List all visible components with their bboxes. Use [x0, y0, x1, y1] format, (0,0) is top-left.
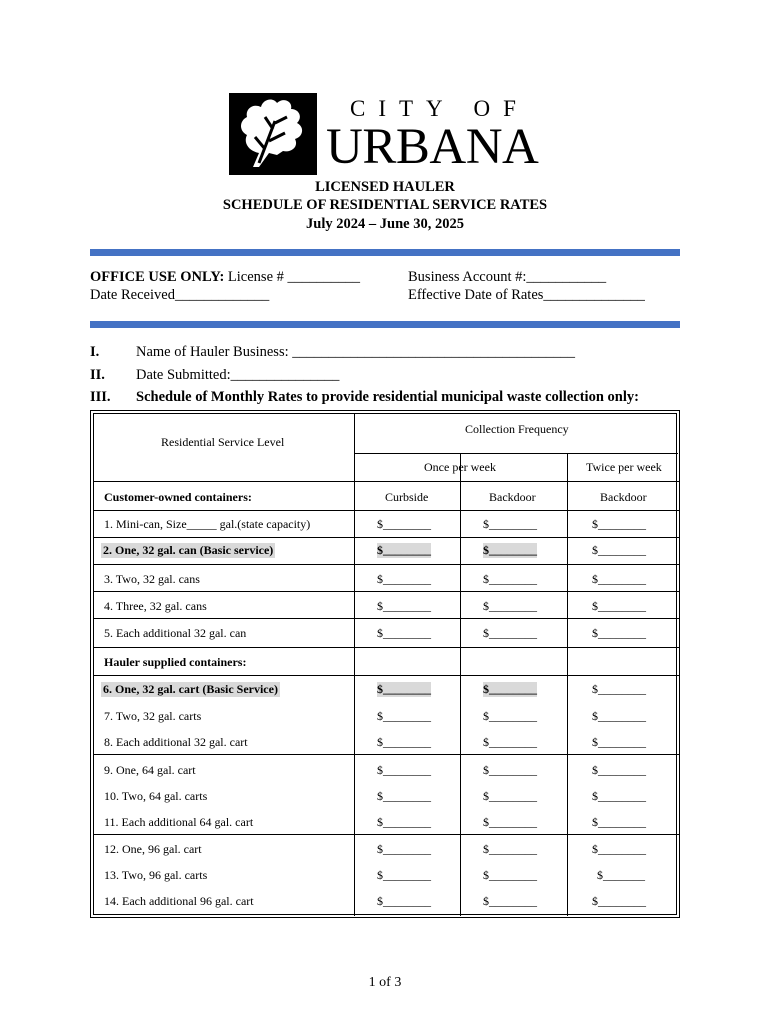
rate-input[interactable]: $________: [377, 572, 431, 586]
rate-input[interactable]: $________: [377, 763, 431, 777]
col-divider: [567, 453, 568, 916]
rate-input[interactable]: $________: [377, 543, 431, 557]
row-label: 5. Each additional 32 gal. can: [104, 626, 247, 640]
row-label: 1. Mini-can, Size_____ gal.(state capacity): [104, 517, 311, 531]
row-divider: [93, 834, 679, 835]
page-number: 1 of 3: [368, 975, 402, 990]
rate-input[interactable]: $________: [377, 709, 431, 723]
row-divider: [93, 647, 679, 648]
effective-date-field: Effective Date of Rates______________: [408, 287, 645, 303]
customer-owned-label: Customer-owned containers:: [104, 490, 252, 504]
header-twice-per-week: Twice per week: [586, 460, 662, 474]
row-divider: [93, 510, 679, 511]
row-divider: [93, 481, 679, 482]
row-divider: [93, 618, 679, 619]
date-submitted-field: Date Submitted:_______________: [136, 367, 340, 383]
row-divider: [93, 591, 679, 592]
logo-city-text: CITY OF: [350, 96, 529, 121]
rate-input[interactable]: $________: [483, 626, 537, 640]
rate-input[interactable]: $_______: [597, 868, 645, 882]
doc-date-range: July 2024 – June 30, 2025: [306, 216, 464, 232]
col-backdoor-twice: Backdoor: [600, 490, 647, 504]
row-label: 9. One, 64 gal. cart: [104, 763, 196, 777]
rate-input[interactable]: $________: [483, 599, 537, 613]
license-field: License # __________: [227, 269, 361, 285]
rate-input[interactable]: $________: [483, 868, 537, 882]
rate-input[interactable]: $________: [592, 709, 646, 723]
col-divider: [354, 414, 355, 916]
logo-urbana-text: URBANA: [326, 119, 539, 175]
section-number: II.: [90, 367, 105, 383]
row-label: 2. One, 32 gal. can (Basic service): [103, 543, 274, 557]
office-use-line1: [90, 269, 360, 286]
rate-input[interactable]: $________: [592, 517, 646, 531]
office-use-label: OFFICE USE ONLY:: [90, 269, 225, 285]
row-label: 12. One, 96 gal. cart: [104, 842, 202, 856]
row-divider: [93, 537, 679, 538]
row-divider: [93, 675, 679, 676]
row-label: 10. Two, 64 gal. carts: [104, 789, 208, 803]
divider-bar-top: [90, 249, 680, 256]
rate-input[interactable]: $________: [483, 709, 537, 723]
row-label: 13. Two, 96 gal. carts: [104, 868, 208, 882]
rate-input[interactable]: $________: [592, 842, 646, 856]
rate-input[interactable]: $________: [483, 789, 537, 803]
rate-input[interactable]: $________: [592, 815, 646, 829]
row-label: 4. Three, 32 gal. cans: [104, 599, 207, 613]
rate-input[interactable]: $________: [377, 815, 431, 829]
row-label: 3. Two, 32 gal. cans: [104, 572, 200, 586]
business-account-field: Business Account #:___________: [408, 269, 607, 285]
rate-input[interactable]: $________: [483, 543, 537, 557]
date-received-field: Date Received_____________: [90, 287, 270, 303]
rate-input[interactable]: $________: [377, 626, 431, 640]
rate-input[interactable]: $________: [483, 682, 537, 696]
rate-input[interactable]: $________: [483, 735, 537, 749]
rate-input[interactable]: $________: [592, 894, 646, 908]
rate-input[interactable]: $________: [483, 572, 537, 586]
row-label: 6. One, 32 gal. cart (Basic Service): [103, 682, 278, 696]
section-number: III.: [90, 389, 111, 405]
doc-title: LICENSED HAULER: [315, 179, 455, 195]
rate-input[interactable]: $________: [592, 735, 646, 749]
rate-input[interactable]: $________: [592, 599, 646, 613]
rate-input[interactable]: $________: [377, 789, 431, 803]
rate-input[interactable]: $________: [483, 815, 537, 829]
rate-input[interactable]: $________: [377, 517, 431, 531]
rate-input[interactable]: $________: [377, 868, 431, 882]
rate-input[interactable]: $________: [377, 599, 431, 613]
row-divider: [354, 453, 678, 454]
schedule-heading: Schedule of Monthly Rates to provide residential municipal waste collection only:: [136, 389, 639, 405]
col-curbside: Curbside: [385, 490, 429, 504]
rate-input[interactable]: $________: [483, 894, 537, 908]
header-collection-frequency: Collection Frequency: [465, 422, 569, 436]
rate-input[interactable]: $________: [592, 763, 646, 777]
rate-input[interactable]: $________: [377, 682, 431, 696]
rate-input[interactable]: $________: [377, 842, 431, 856]
col-backdoor: Backdoor: [489, 490, 536, 504]
row-divider: [93, 564, 679, 565]
rate-input[interactable]: $________: [377, 894, 431, 908]
row-divider: [93, 754, 679, 755]
header-service-level: Residential Service Level: [161, 435, 285, 449]
row-label: 7. Two, 32 gal. carts: [104, 709, 202, 723]
rate-input[interactable]: $________: [592, 626, 646, 640]
hauler-supplied-label: Hauler supplied containers:: [104, 655, 247, 669]
row-label: 14. Each additional 96 gal. cart: [104, 894, 254, 908]
rate-input[interactable]: $________: [592, 789, 646, 803]
rate-input[interactable]: $________: [483, 842, 537, 856]
oak-leaf-logo-icon: [229, 93, 317, 175]
divider-bar-bottom: [90, 321, 680, 328]
row-label: 8. Each additional 32 gal. cart: [104, 735, 248, 749]
section-number: I.: [90, 344, 100, 360]
rate-input[interactable]: $________: [592, 572, 646, 586]
hauler-name-field: Name of Hauler Business: _______________________________________: [136, 344, 575, 360]
rate-input[interactable]: $________: [592, 543, 646, 557]
rate-input[interactable]: $________: [483, 517, 537, 531]
doc-subtitle: SCHEDULE OF RESIDENTIAL SERVICE RATES: [222, 197, 548, 213]
col-divider: [460, 453, 461, 916]
row-label: 11. Each additional 64 gal. cart: [104, 815, 254, 829]
header-once-per-week: Once per week: [424, 460, 496, 474]
rate-input[interactable]: $________: [377, 735, 431, 749]
rate-input[interactable]: $________: [592, 682, 646, 696]
rate-input[interactable]: $________: [483, 763, 537, 777]
rates-table: [90, 410, 680, 918]
